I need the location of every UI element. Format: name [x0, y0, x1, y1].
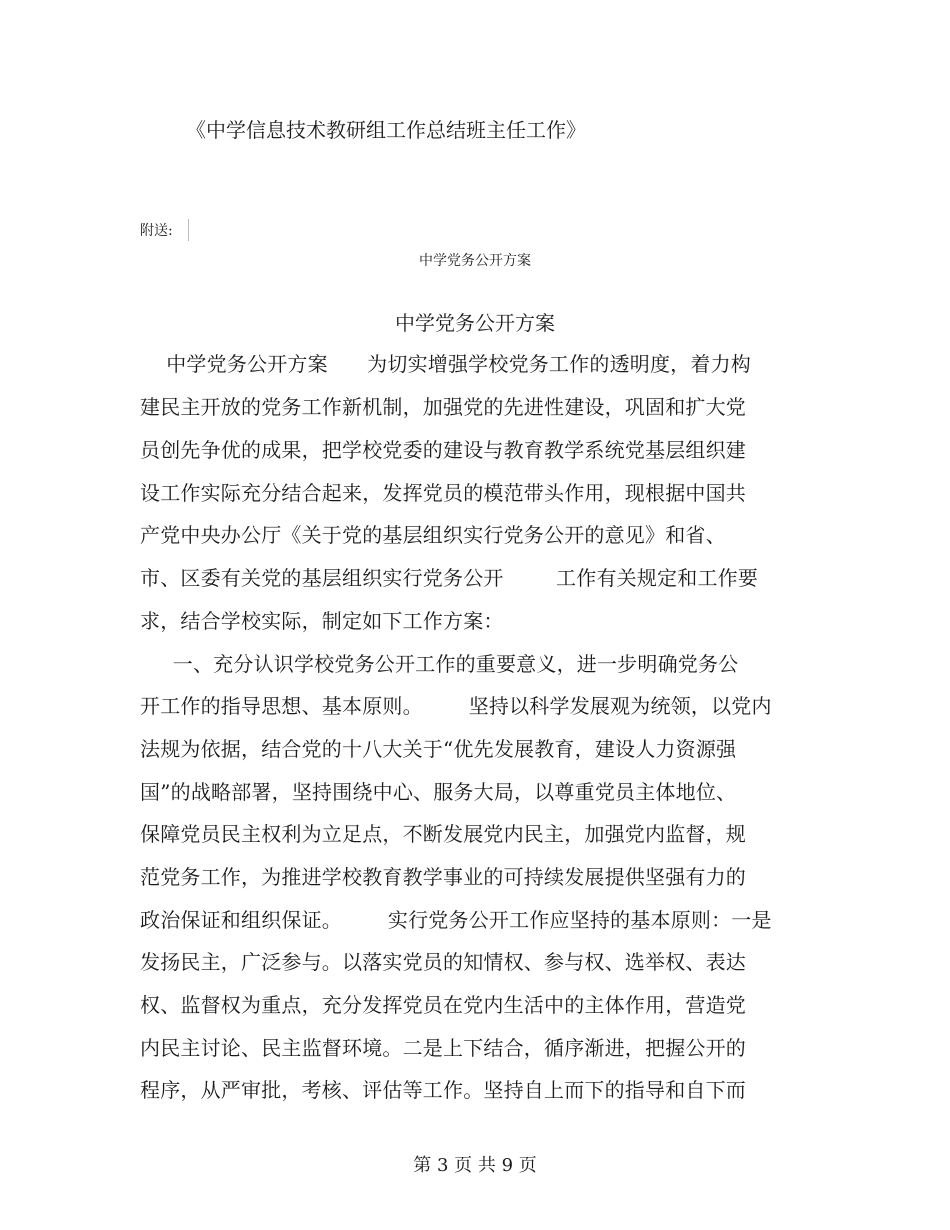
body-line: 程序，从严审批，考核、评估等工作。坚持自上而下的指导和自下而: [140, 1078, 746, 1102]
body-line: 内民主讨论、民主监督环境。二是上下结合，循序渐进，把握公开的: [140, 1036, 746, 1060]
body-line: 国”的战略部署，坚持围绕中心、服务大局，以尊重党员主体地位、: [140, 780, 737, 804]
body-line: 建民主开放的党务工作新机制，加强党的先进性建设，巩固和扩大党: [140, 395, 746, 419]
body-line: 保障党员民主权利为立足点，不断发展党内民主，加强党内监督，规: [140, 822, 746, 846]
body-line: 求，结合学校实际，制定如下工作方案：: [140, 609, 504, 633]
section-heading: 中学党务公开方案: [395, 311, 555, 335]
body-line: 权、监督权为重点，充分发挥党员在党内生活中的主体作用，营造党: [140, 993, 746, 1017]
body-line: 法规为依据，结合党的十八大关于“优先发展教育，建设人力资源强: [140, 737, 737, 761]
body-line: 范党务工作，为推进学校教育教学事业的可持续发展提供坚强有力的: [140, 865, 746, 889]
body-line: 中学党务公开方案 为切实增强学校党务工作的透明度，着力构: [140, 352, 751, 376]
attachment-label: 附送:: [140, 223, 173, 239]
body-line: 员创先争优的成果，把学校党委的建设与教育教学系统党基层组织建: [140, 438, 746, 462]
body-line: 市、区委有关党的基层组织实行党务公开 工作有关规定和工作要: [140, 566, 759, 590]
body-line: 一、充分认识学校党务公开工作的重要意义，进一步明确党务公: [140, 652, 739, 676]
body-line: 开工作的指导思想、基本原则。 坚持以科学发展观为统领，以党内: [140, 694, 772, 718]
body-line: 设工作实际充分结合起来，发挥党员的模范带头作用，现根据中国共: [140, 481, 746, 505]
body-line: 产党中央办公厅《关于党的基层组织实行党务公开的意见》和省、: [140, 523, 726, 547]
section-subheading: 中学党务公开方案: [419, 253, 531, 269]
body-line: 政治保证和组织保证。 实行党务公开工作应坚持的基本原则：一是: [140, 908, 772, 932]
text-cursor-divider: [188, 219, 189, 241]
document-title: 《中学信息技术教研组工作总结班主任工作》: [186, 118, 586, 142]
page-number-footer: 第 3 页 共 9 页: [413, 1155, 537, 1176]
body-line: 发扬民主，广泛参与。以落实党员的知情权、参与权、选举权、表达: [140, 950, 746, 974]
